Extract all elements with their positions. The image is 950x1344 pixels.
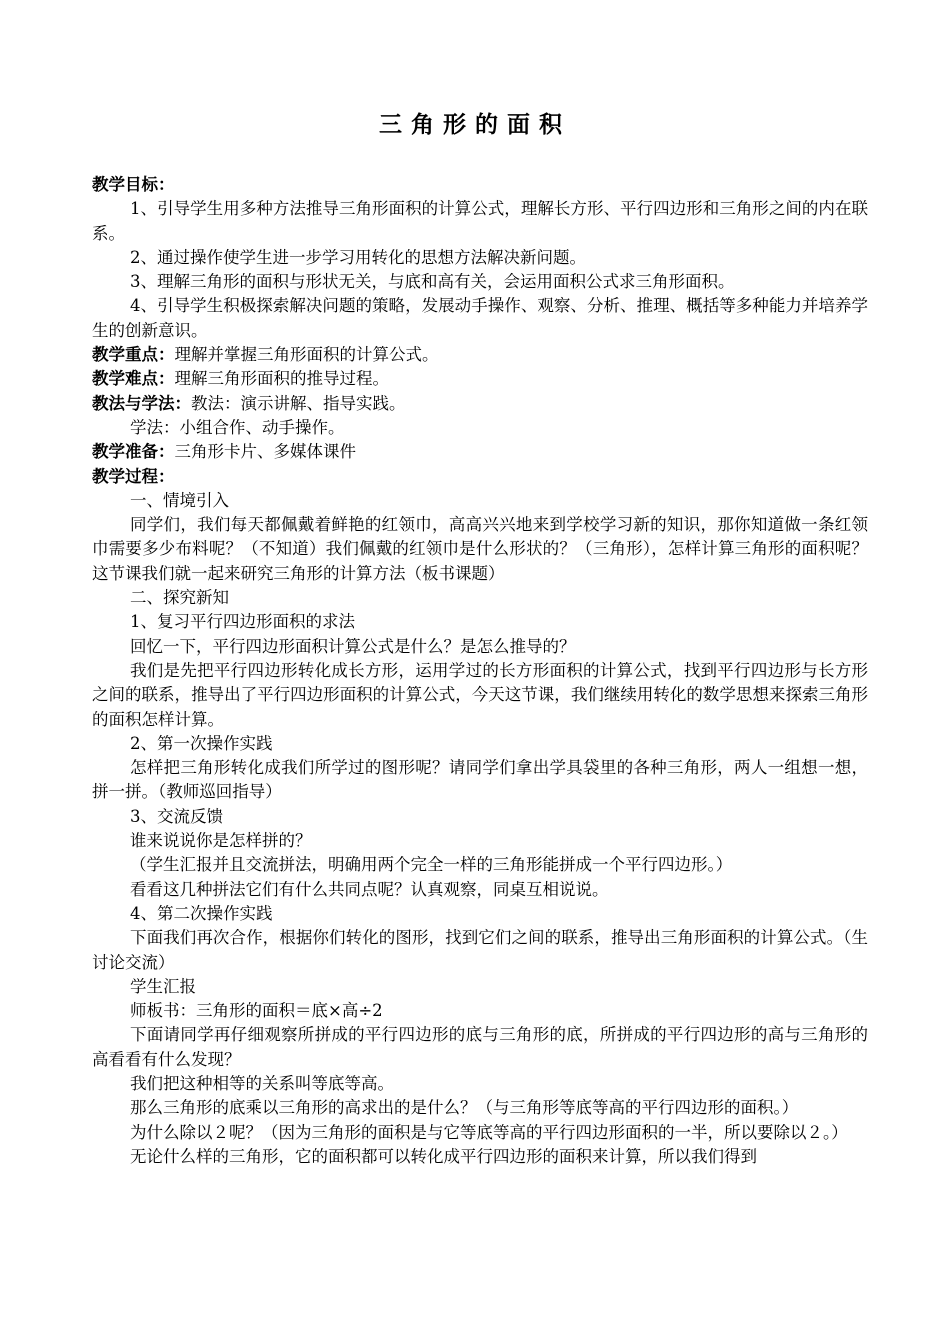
step-heading: 4、第二次操作实践 <box>130 903 273 923</box>
difficult-point-text: 理解三角形面积的推导过程。 <box>174 369 389 389</box>
difficult-point <box>92 367 868 391</box>
process-paragraph: 下面请同学再仔细观察所拼成的平行四边形的底与三角形的底，所拼成的平行四边形的高与三角形的高看看有什么发现？ <box>92 1025 868 1069</box>
section-heading: 一、情境引入 <box>130 490 229 510</box>
key-point <box>92 343 868 367</box>
process-heading: 教学过程： <box>92 466 175 486</box>
preparation-label: 教学准备： <box>92 442 175 462</box>
step-heading: 3、交流反馈 <box>130 806 223 826</box>
process-paragraph: 我们把这种相等的关系叫等底等高。 <box>130 1073 394 1093</box>
process-paragraph: 回忆一下，平行四边形面积计算公式是什么？是怎么推导的？ <box>130 636 576 656</box>
goal-item: 2、通过操作使学生进一步学习用转化的思想方法解决新问题。 <box>130 247 586 267</box>
difficult-point-label: 教学难点： <box>92 369 175 389</box>
preparation <box>92 440 868 464</box>
step-heading: 1、复习平行四边形面积的求法 <box>130 612 355 632</box>
goal-item: 3、理解三角形的面积与形状无关，与底和高有关，会运用面积公式求三角形面积。 <box>130 272 735 292</box>
key-point-text: 理解并掌握三角形面积的计算公式。 <box>174 345 439 365</box>
process-paragraph: 我们是先把平行四边形转化成长方形，运用学过的长方形面积的计算公式，找到平行四边形与长方形之间的联系，推导出了平行四边形面积的计算公式，今天这节课，我们继续用转化的数学思想来探索三角形的面积怎样计算。 <box>92 660 868 729</box>
methods-teaching: 教法：演示讲解、指导实践。 <box>191 393 406 413</box>
process-paragraph: 下面我们再次合作，根据你们转化的图形，找到它们之间的联系，推导出三角形面积的计算公式。（生讨论交流） <box>92 928 868 972</box>
process-paragraph: 看看这几种拼法它们有什么共同点呢？认真观察，同桌互相说说。 <box>130 879 609 899</box>
process-paragraph: 谁来说说你是怎样拼的？ <box>130 831 312 851</box>
methods-learning: 学法：小组合作、动手操作。 <box>130 417 345 437</box>
methods <box>92 392 868 416</box>
process-paragraph: 怎样把三角形转化成我们所学过的图形呢？请同学们拿出学具袋里的各种三角形，两人一组想一想，拼一拼。（教师巡回指导） <box>92 758 868 802</box>
step-heading: 2、第一次操作实践 <box>130 733 273 753</box>
preparation-text: 三角形卡片、多媒体课件 <box>174 442 356 462</box>
process-paragraph: （学生汇报并且交流拼法，明确用两个完全一样的三角形能拼成一个平行四边形。） <box>130 855 733 875</box>
document-body <box>92 173 868 1169</box>
key-point-label: 教学重点： <box>92 345 175 365</box>
document-title: 三角形的面积 <box>379 112 571 138</box>
formula-line: 师板书：三角形的面积＝底×高÷2 <box>130 1001 383 1021</box>
section-heading: 二、探究新知 <box>130 588 229 608</box>
process-paragraph: 为什么除以２呢？（因为三角形的面积是与它等底等高的平行四边形面积的一半，所以要除以２。） <box>130 1122 848 1142</box>
process-paragraph: 那么三角形的底乘以三角形的高求出的是什么？（与三角形等底等高的平行四边形的面积。） <box>130 1098 799 1118</box>
process-paragraph: 无论什么样的三角形，它的面积都可以转化成平行四边形的面积来计算，所以我们得到 <box>130 1146 757 1166</box>
process-paragraph: 同学们，我们每天都佩戴着鲜艳的红领巾，高高兴兴地来到学校学习新的知识，那你知道做一条红领巾需要多少布料呢？（不知道）我们佩戴的红领巾是什么形状的？（三角形），怎样计算三角形的面积呢？这节课我们就一起来研究三角形的计算方法（板书课题） <box>92 515 868 583</box>
process-paragraph: 学生汇报 <box>130 976 196 996</box>
goals-heading: 教学目标： <box>92 175 175 194</box>
methods-label: 教法与学法： <box>92 393 191 413</box>
goal-item: 1、引导学生用多种方法推导三角形面积的计算公式，理解长方形、平行四边形和三角形之间的内在联系。 <box>92 199 868 243</box>
goal-item: 4、引导学生积极探索解决问题的策略，发展动手操作、观察、分析、推理、概括等多种能力并培养学生的创新意识。 <box>92 296 868 340</box>
